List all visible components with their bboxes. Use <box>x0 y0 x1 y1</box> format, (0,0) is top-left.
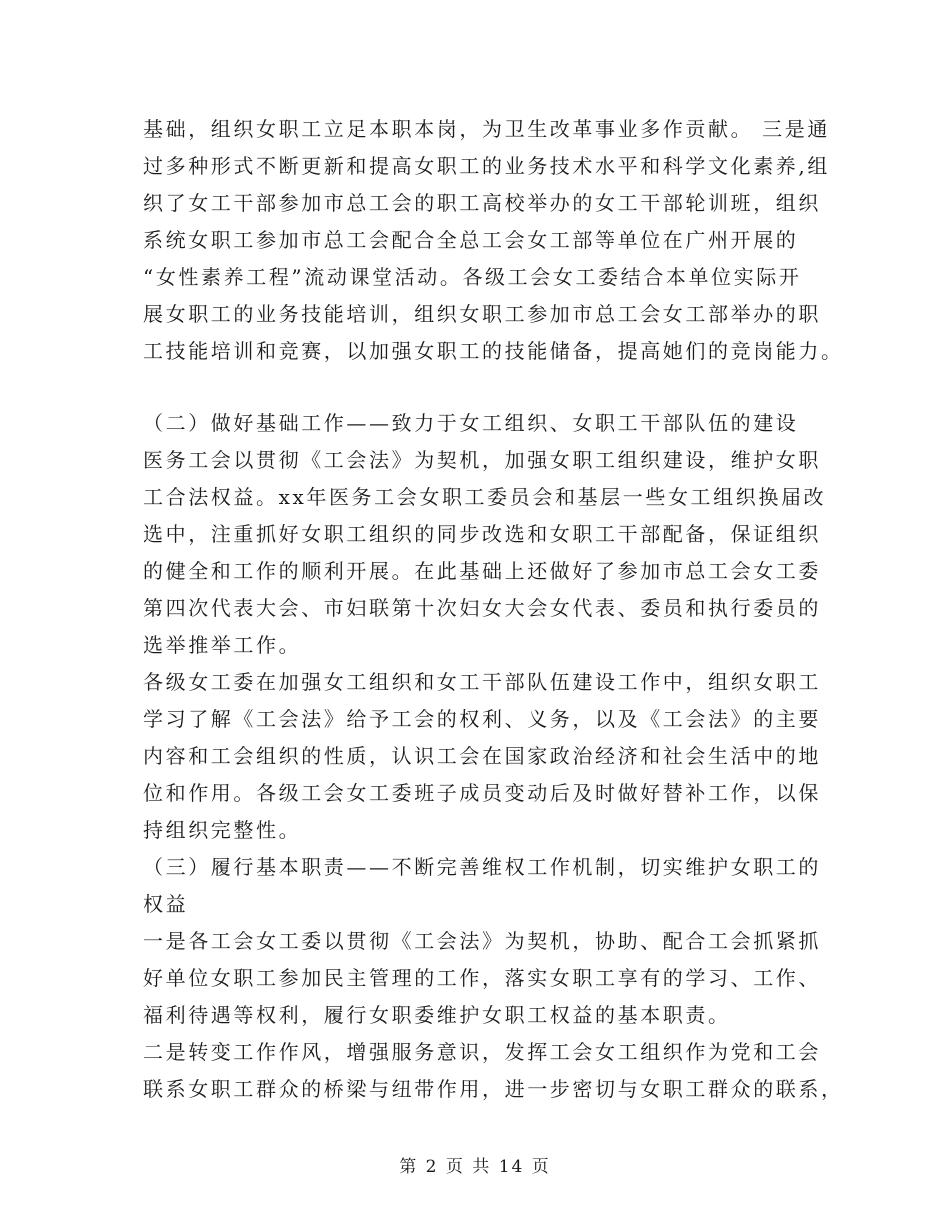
text-line: 选举推举工作。 <box>143 633 302 657</box>
section-heading: （二）做好基础工作——致力于女工组织、女职工干部队伍的建设 <box>143 411 799 435</box>
text-line: 医务工会以贯彻《工会法》为契机，加强女职工组织建设，维护女职 <box>143 448 821 472</box>
section-heading: （三）履行基本职责——不断完善维权工作机制，切实维护女职工的 <box>143 855 821 879</box>
text-line: 位和作用。各级工会女工委班子成员变动后及时做好替补工作，以保 <box>143 781 821 805</box>
section-heading-continued: 权益 <box>143 892 189 916</box>
text-line: 基础，组织女职工立足本职本岗，为卫生改革事业多作贡献。 三是通 <box>143 117 830 141</box>
text-line: 工合法权益。xx年医务工会女职工委员会和基层一些女工组织换届改 <box>143 485 827 509</box>
text-line: 选中，注重抓好女职工组织的同步改选和女职工干部配备，保证组织 <box>143 522 821 546</box>
text-line: 内容和工会组织的性质，认识工会在国家政治经济和社会生活中的地 <box>143 744 821 768</box>
text-line: 展女职工的业务技能培训，组织女职工参加市总工会女工部举办的职 <box>143 302 821 326</box>
text-line: 系统女职工参加市总工会配合全总工会女工部等单位在广州开展的 <box>143 228 799 252</box>
text-line: 工技能培训和竞赛，以加强女职工的技能储备，提高她们的竞岗能力。 <box>143 339 844 363</box>
text-line: 联系女职工群众的桥梁与纽带作用，进一步密切与女职工群众的联系， <box>143 1077 844 1101</box>
text-line: 过多种形式不断更新和提高女职工的业务技术水平和科学文化素养,组 <box>143 154 830 178</box>
text-line: 第四次代表大会、市妇联第十次妇女大会女代表、委员和执行委员的 <box>143 596 821 620</box>
text-line: 各级女工委在加强女工组织和女工干部队伍建设工作中，组织女职工 <box>143 670 821 694</box>
text-line: 织了女工干部参加市总工会的职工高校举办的女工干部轮训班，组织 <box>143 191 821 215</box>
text-line: 持组织完整性。 <box>143 818 302 842</box>
text-line: 的健全和工作的顺利开展。在此基础上还做好了参加市总工会女工委 <box>143 559 821 583</box>
text-line: 一是各工会女工委以贯彻《工会法》为契机，协助、配合工会抓紧抓 <box>143 929 821 953</box>
text-line: 二是转变工作作风，增强服务意识，发挥工会女工组织作为党和工会 <box>143 1040 821 1064</box>
text-line: 福利待遇等权利，履行女职委维护女职工权益的基本职责。 <box>143 1003 731 1027</box>
page-number-footer: 第 2 页 共 14 页 <box>399 1157 551 1177</box>
text-line: 好单位女职工参加民主管理的工作，落实女职工享有的学习、工作、 <box>143 966 821 990</box>
text-line: “女性素养工程”流动课堂活动。各级工会女工委结合本单位实际开 <box>143 265 802 289</box>
text-line: 学习了解《工会法》给予工会的权利、义务，以及《工会法》的主要 <box>143 707 821 731</box>
